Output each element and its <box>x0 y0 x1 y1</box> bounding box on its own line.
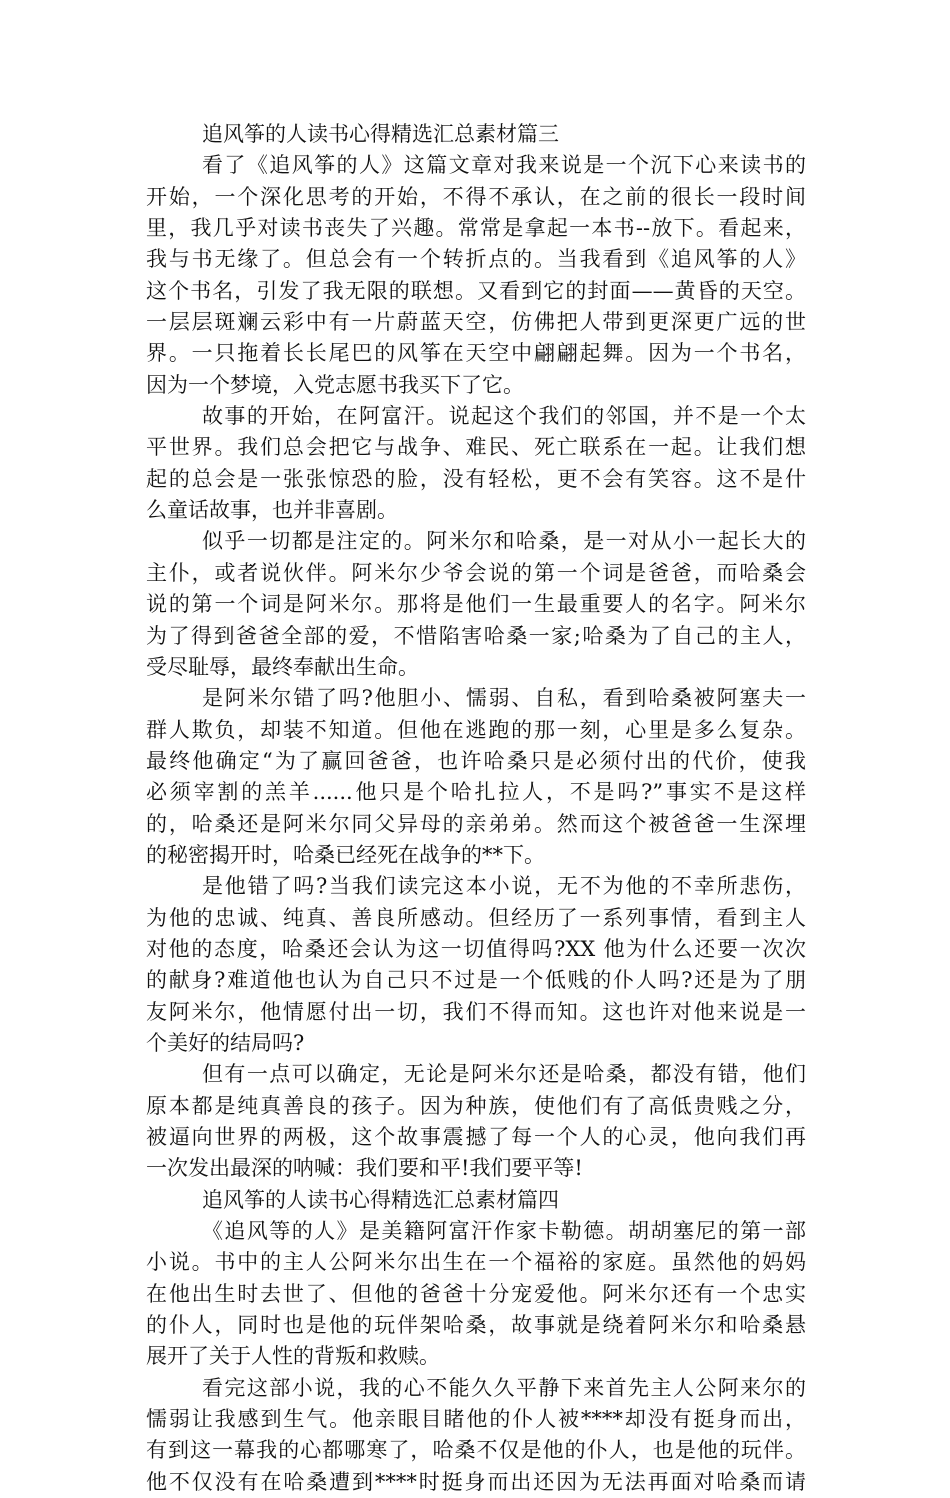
text-line: 我与书无缘了。但总会有一个转折点的。当我看到《追风筝的人》 <box>146 247 806 272</box>
text-line: 里，我几乎对读书丧失了兴趣。常常是拿起一本书--放下。看起来， <box>146 216 806 241</box>
text-line: 么童话故事，也并非喜剧。 <box>146 498 398 523</box>
text-line: 说的第一个词是阿米尔。那将是他们一生最重要人的名字。阿米尔 <box>146 592 806 617</box>
text-line: 他不仅没有在哈桑遭到****时挺身而出还因为无法再面对哈桑而请 <box>146 1469 806 1494</box>
text-line: 看完这部小说，我的心不能久久平静下来首先主人公阿来尔的 <box>202 1375 806 1400</box>
text-line: 看了《追风筝的人》这篇文章对我来说是一个沉下心来读书的 <box>202 153 806 178</box>
text-line: 必须宰割的羔羊......他只是个哈扎拉人，不是吗?”事实不是这样 <box>146 780 806 805</box>
text-line: 受尽耻辱，最终奉献出生命。 <box>146 654 419 679</box>
text-line: 小说。书中的主人公阿米尔出生在一个福裕的家庭。虽然他的妈妈 <box>146 1250 806 1275</box>
text-line: 为他的忠诚、纯真、善良所感动。但经历了一系列事情，看到主人 <box>146 905 806 930</box>
text-line: 有到这一幕我的心都哪寒了，哈桑不仅是他的仆人，也是他的玩伴。 <box>146 1438 806 1463</box>
text-line: 起的总会是一张张惊恐的脸，没有轻松，更不会有笑容。这不是什 <box>146 466 806 491</box>
text-line: 界。一只拖着长长尾巴的风筝在天空中翩翩起舞。因为一个书名， <box>146 341 806 366</box>
text-line: 因为一个梦境，入党志愿书我买下了它。 <box>146 372 524 397</box>
text-line: 懦弱让我感到生气。他亲眼目睹他的仆人被****却没有挺身而出， <box>146 1407 806 1432</box>
text-line: 是他错了吗?当我们读完这本小说，无不为他的不幸所悲伤， <box>202 874 806 899</box>
text-line: 是阿米尔错了吗?他胆小、懦弱、自私，看到哈桑被阿塞夫一 <box>202 686 806 711</box>
text-line: 《追风等的人》是美籍阿富汗作家卡勒德。胡胡塞尼的第一部 <box>202 1219 806 1244</box>
text-line: 原本都是纯真善良的孩子。因为种族，使他们有了高低贵贱之分， <box>146 1093 806 1118</box>
text-line: 展开了关于人性的背叛和救赎。 <box>146 1344 440 1369</box>
text-line: 友阿米尔，他情愿付出一切，我们不得而知。这也许对他来说是一 <box>146 999 806 1024</box>
text-line: 最终他确定“为了赢回爸爸，也许哈桑只是必须付出的代价，使我 <box>146 748 806 773</box>
text-line: 追风筝的人读书心得精选汇总素材篇三 <box>202 122 559 146</box>
text-line: 平世界。我们总会把它与战争、难民、死亡联系在一起。让我们想 <box>146 435 806 460</box>
text-line: 开始，一个深化思考的开始，不得不承认，在之前的很长一段时间 <box>146 184 806 209</box>
text-line: 似乎一切都是注定的。阿米尔和哈桑，是一对从小一起长大的 <box>202 529 806 554</box>
text-line: 追风筝的人读书心得精选汇总素材篇四 <box>202 1187 559 1212</box>
text-line: 一次发出最深的呐喊：我们要和平!我们要平等! <box>146 1156 583 1181</box>
text-line: 故事的开始，在阿富汗。说起这个我们的邻国，并不是一个太 <box>202 404 806 429</box>
text-line: 为了得到爸爸全部的爱，不惜陷害哈桑一家;哈桑为了自己的主人， <box>146 623 806 648</box>
text-line: 被逼向世界的两极，这个故事震撼了每一个人的心灵，他向我们再 <box>146 1125 806 1149</box>
text-line: 但有一点可以确定，无论是阿米尔还是哈桑，都没有错，他们 <box>202 1062 806 1087</box>
text-line: 一层层斑斓云彩中有一片蔚蓝天空，仿佛把人带到更深更广远的世 <box>146 310 806 335</box>
text-line: 主仆，或者说伙伴。阿米尔少爷会说的第一个词是爸爸，而哈桑会 <box>146 560 806 585</box>
text-line: 群人欺负，却装不知道。但他在逃跑的那一刻，心里是多么复杂。 <box>146 717 806 742</box>
text-line: 对他的态度，哈桑还会认为这一切值得吗?XX 他为什么还要一次次 <box>146 936 806 961</box>
document-body <box>146 119 806 1498</box>
text-line: 的秘密揭开时，哈桑已经死在战争的**下。 <box>146 842 545 867</box>
text-line: 的，哈桑还是阿米尔同父异母的亲弟弟。然而这个被爸爸一生深埋 <box>146 811 806 836</box>
text-line: 个美好的结局吗? <box>146 1030 305 1055</box>
text-line: 的献身?难道他也认为自己只不过是一个低贱的仆人吗?还是为了朋 <box>146 968 806 993</box>
text-line: 的仆人，同时也是他的玩伴架哈桑，故事就是绕着阿米尔和哈桑悬 <box>146 1313 806 1338</box>
text-line: 这个书名，引发了我无限的联想。又看到它的封面——黄昏的天空。 <box>146 278 806 303</box>
text-line: 在他出生时去世了、但他的爸爸十分宠爱他。阿米尔还有一个忠实 <box>146 1281 806 1306</box>
